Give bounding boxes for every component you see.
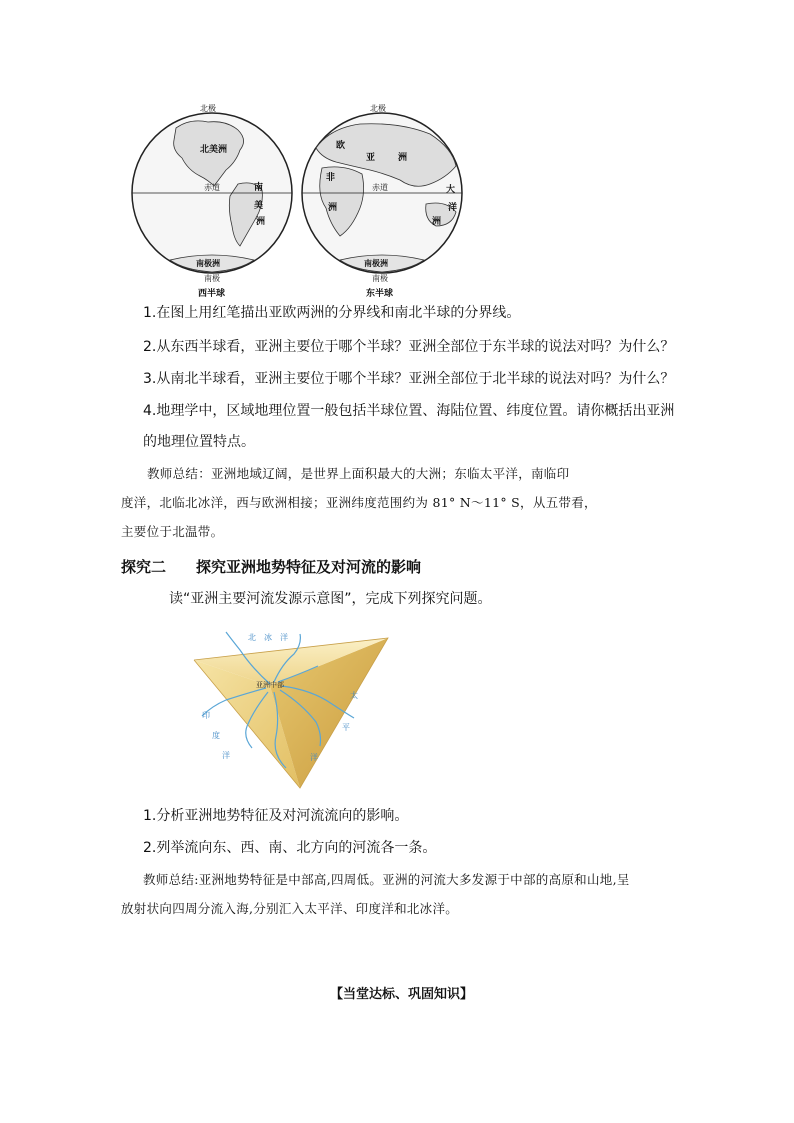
west-north-pole: 北极 <box>200 104 216 113</box>
hemispheres-map <box>130 100 470 300</box>
svg-text:大: 大 <box>446 185 456 195</box>
question-3: 3.从南北半球看，亚洲主要位于哪个半球？亚洲全部位于北半球的说法对吗？为什么？ <box>143 371 675 387</box>
teacher-summary-1-line-3: 主要位于北温带。 <box>121 524 224 539</box>
east-equator: 赤道 <box>372 183 388 192</box>
question-2: 2.从东西半球看，亚洲主要位于哪个半球？亚洲全部位于东半球的说法对吗？为什么？ <box>143 339 675 355</box>
question-2-1: 1.分析亚洲地势特征及对河流流向的影响。 <box>143 808 409 824</box>
western-hemisphere <box>132 103 292 299</box>
teacher-summary-1-line-2: 度洋，北临北冰洋，西与欧洲相接；亚洲纬度范围约为 81° N～11° S，从五带看， <box>121 495 597 510</box>
svg-text:洋: 洋 <box>222 751 230 760</box>
eastern-hemisphere <box>302 103 462 299</box>
east-north-pole: 北极 <box>370 104 386 113</box>
svg-text:美: 美 <box>254 201 264 211</box>
teacher-summary-2-line-2: 放射状向四周分流入海,分别汇入太平洋、印度洋和北冰洋。 <box>121 901 459 916</box>
svg-text:欧: 欧 <box>336 141 346 151</box>
east-south-pole: 南极 <box>372 274 388 283</box>
west-south-pole: 南极 <box>204 274 220 283</box>
section-title-practice: 【当堂达标、巩固知识】 <box>330 987 474 1002</box>
teacher-summary-2-line-1: 教师总结:亚洲地势特征是中部高,四周低。亚洲的河流大多发源于中部的高原和山地,呈 <box>143 872 630 887</box>
svg-text:度: 度 <box>212 731 220 740</box>
svg-text:洲: 洲 <box>256 217 266 227</box>
svg-text:印: 印 <box>202 711 210 720</box>
question-4-line-2: 的地理位置特点。 <box>143 434 255 450</box>
label-central-asia: 亚洲中部 <box>256 681 284 689</box>
svg-text:洲: 洲 <box>432 217 442 227</box>
section-heading-inquiry-2: 探究二 探究亚洲地势特征及对河流的影响 <box>121 558 422 576</box>
svg-text:洲: 洲 <box>398 153 408 163</box>
west-antarctica: 南极洲 <box>196 259 220 268</box>
east-antarctica: 南极洲 <box>364 259 388 268</box>
west-caption: 西半球 <box>198 289 226 299</box>
east-caption: 东半球 <box>366 289 394 299</box>
svg-text:非: 非 <box>326 173 336 183</box>
svg-text:南: 南 <box>254 183 264 193</box>
svg-text:洲: 洲 <box>328 203 338 213</box>
svg-text:亚: 亚 <box>366 153 376 163</box>
asia-river-source-diagram <box>182 620 394 792</box>
question-4-line-1: 4.地理学中，区域地理位置一般包括半球位置、海陆位置、纬度位置。请你概括出亚洲 <box>143 403 675 419</box>
west-equator: 赤道 <box>204 183 220 192</box>
label-arctic-ocean: 北 冰 洋 <box>248 633 288 642</box>
svg-text:洋: 洋 <box>310 753 318 762</box>
question-2-2: 2.列举流向东、西、南、北方向的河流各一条。 <box>143 840 437 856</box>
teacher-summary-1-line-1: 教师总结：亚洲地域辽阔，是世界上面积最大的大洲；东临太平洋，南临印 <box>147 466 570 481</box>
svg-text:太: 太 <box>350 691 358 700</box>
svg-text:洋: 洋 <box>448 203 458 213</box>
svg-text:平: 平 <box>342 723 350 732</box>
west-north-america: 北美洲 <box>200 145 228 155</box>
diagram-intro: 读“亚洲主要河流发源示意图”，完成下列探究问题。 <box>169 591 492 607</box>
question-1: 1.在图上用红笔描出亚欧两洲的分界线和南北半球的分界线。 <box>143 305 521 321</box>
